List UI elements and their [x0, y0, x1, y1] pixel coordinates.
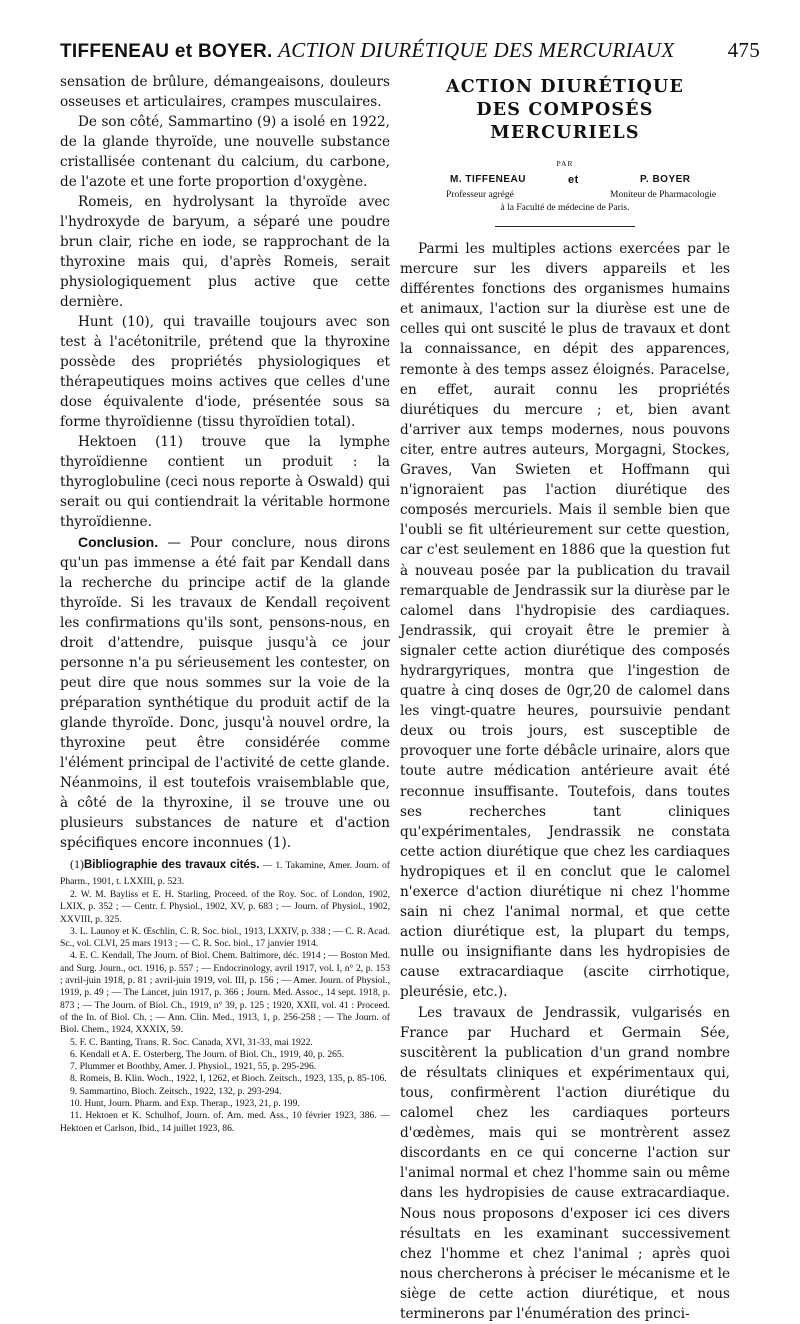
paragraph: Les travaux de Jendrassik, vulgarisés en France par Huchard et Germain Sée, suscitèrent la publication d'un grand nombre de résultats cliniques et expérimentaux qui, tous, confirmèrent l'action diurétique du calomel chez les cardiaques porteurs d'œdèmes, mais qui se montrèrent assez discordants en ce qui concerne l'action sur l'animal normal et chez l'homme sain ou même dans les hydropisies de cause extracardiaque. Nous nous proposons d'exposer ici ces divers résultats en les examinant successivement chez l'homme et chez l'animal ; après quoi nous chercherons à préciser le mécanisme et le siège de cette action diurétique, et nous terminerons par l'énumération des princi- — [400, 1004, 730, 1322]
conclusion-heading: Conclusion. — [78, 534, 159, 550]
running-head — [60, 38, 760, 64]
by-label: PAR — [556, 159, 574, 168]
institution: à la Faculté de médecine de Paris. — [500, 203, 630, 213]
author-name: M. TIFFENEAU — [450, 174, 526, 185]
left-column — [60, 72, 390, 1135]
bibliography-item: 8. Romeis, B. Klin. Woch., 1922, I, 1262, et Bioch. Zeitsch., 1923, 135, p. 85-106. — [70, 1073, 387, 1085]
bibliography-item: 9. Sammartino, Bioch. Zeitsch., 1922, 132, p. 293-294. — [70, 1085, 282, 1097]
bibliography-item: 4. E. C. Kendall, The Journ. of Biol. Chem. Baltimore, déc. 1914 ; — Boston Med. and Surg. Journ., oct. 1916, p. 557 ; — Endocrinology, avril 1917, vol. I, n° 2, p. 153 ; avril-juin 1918, p. 81 ; avril-juin 1919, vol. III, p. 156 ; — Amer. Journ. of Physiol., 1919, p. 49 ; — The Lancet, juin 1917, p. 366 ; Journ. Med. Assoc., 14 sept. 1918, p. 873 ; — The Journ. of Biol. Ch., 1919, n° 39, p. 125 ; 1920, XXII, vol. 41 : Proceed. of the In. of Biol. Ch. ; — Ann. Clin. Med., 1913, 1, p. 256-258 ; — The Journ. of Biol. Chem., 1924, XXXIX, 59. — [60, 950, 390, 1036]
author-name: P. BOYER — [640, 174, 691, 185]
author-line — [400, 174, 730, 190]
conclusion-text: — Pour conclure, nous dirons qu'un pas immense a été fait par Kendall dans la recherche du principe actif de la glande thyroïde. Si les travaux de Kendall reçoivent les confirmations qu'ils sont, pensons-nous, en droit d'attendre, puisque jusqu'à ce jour personne n'a pu sérieusement les contester, on peut dire que nous sommes sur la voie de la préparation synthétique du produit actif de la glande thyroïde. Donc, jusqu'à nouvel ordre, la thyroxine peut être considérée comme l'élément principal de l'activité de cette glande. Néanmoins, il est toutefois vraisemblable que, à côté de la thyroxine, il se trouve une ou plusieurs substances de nature et d'action spécifiques encore inconnues (1). — [60, 535, 390, 851]
article-body — [400, 239, 730, 1324]
bibliography-item: 6. Kendall et A. E. Osterberg, The Journ. of Biol. Ch., 1919, 40, p. 265. — [70, 1048, 345, 1060]
author-affiliation: Moniteur de Pharmacologie — [610, 190, 717, 200]
article-title-line: ACTION DIURÉTIQUE — [445, 77, 684, 97]
running-head-title: ACTION DIURÉTIQUE DES MERCURIAUX — [278, 38, 675, 62]
divider — [495, 226, 635, 227]
paragraph: Parmi les multiples actions exercées par le mercure sur les divers appareils et les différentes fonctions des organismes humains et animaux, l'action sur la diurèse est une de celles qui ont suscité le plus de travaux et dont la connaissance, en dépit des apparences, remonte à des temps assez éloignés. Paracelse, en effet, aurait connu les propriétés diurétiques du mercure ; et, bien avant d'arriver aux temps modernes, nous pouvons citer, entre autres auteurs, Morgagni, Stockes, Graves, Van Swieten et Hoffmann qui n'ignoraient pas l'action diurétique des composés mercuriels. Mais il semble bien que l'oubli se fit ultérieurement sur cette question, car c'est seulement en 1886 que la question fut à nouveau posée par la publication du travail remarquable de Jendrassik sur la diurèse par le calomel dans l'hydropisie des cardiaques. Jendrassik, qui croyait être le premier à signaler cette action diurétique des composés hydrargyriques, montra que l'ingestion de quatre à cinq doses de 0gr,20 de calomel dans les vingt-quatre heures, poursuivie pendant deux ou trois jours, est susceptible de provoquer une forte débâcle urinaire, alors que toute autre médication antérieure avait été reconnue insuffisante. Toutefois, dans toutes ses recherches tant cliniques qu'expérimentales, Jendrassik ne constata cette action diurétique que chez les cardiaques hydropiques et il en conclut que le calomel n'exerce d'action diurétique ni chez l'homme sain ni chez l'animal normal, et que cette action diurétique est, la plupart du temps, nulle ou insignifiante dans les hydropisies de cause extracardiaque (ascite cirrhotique, pleurésie, etc.). — [400, 241, 730, 1001]
bibliography-item: 7. Plummer et Boothby, Amer. J. Physiol., 1921, 55, p. 295-296. — [70, 1061, 317, 1073]
running-head-authors: TIFFENEAU et BOYER. — [60, 41, 273, 62]
bibliography-item: 5. F. C. Banting, Trans. R. Soc. Canada, XVI, 31-33, mai 1922. — [70, 1036, 313, 1048]
paragraph: Romeis, en hydrolysant la thyroïde avec l'hydroxyde de baryum, a séparé une poudre brun clair, riche en iode, se rapprochant de la thyroxine mais qui, d'après Romeis, serait physiologiquement plus active que cette dernière. — [60, 194, 390, 310]
paragraph: De son côté, Sammartino (9) a isolé en 1922, de la glande thyroïde, une nouvelle substance cristallisée contenant du calcium, du carbone, de l'azote et une forte proportion d'oxygène. — [60, 114, 390, 190]
author-affiliation: Professeur agrégé — [446, 190, 514, 200]
bibliography-heading-line — [60, 857, 390, 889]
bibliography-item: 2. W. M. Bayliss et E. H. Starling, Proceed. of the Roy. Soc. of London, 1902, LXIX, p. 352 ; — Centr. f. Physiol., 1902, XV, p. 683 ; — Journ. of Physiol., 1902, XXVIII, p. 325. — [60, 889, 390, 925]
bibliography-item: 11. Hektoen et K. Schulhof, Journ. of. Am. med. Ass., 10 février 1923, 386. — Hektoen et Carlson, Ibid., 14 juillet 1923, 86. — [60, 1110, 390, 1134]
bibliography-heading: Bibliographie des travaux cités. — [84, 859, 260, 871]
page-number: 475 — [727, 38, 760, 62]
footnote-marker: (1) — [70, 857, 84, 871]
author-conjunction: et — [568, 174, 579, 186]
bibliography-item: 3. L. Launoy et K. Œschlin, C. R. Soc. biol., 1913, LXXIV, p. 338 ; — C. R. Acad. Sc., vol. CLVI, 25 mars 1913 ; — C. R. Soc. biol., 17 janvier 1914. — [60, 925, 390, 950]
bibliography-item: — 1. Takamine, Amer. Journ. of Pharm., 1901, t. LXXIII, p. 523. — [60, 860, 390, 887]
paragraph: sensation de brûlure, démangeaisons, douleurs osseuses et articulaires, crampes musculaires. — [60, 74, 390, 110]
affiliation-line — [400, 190, 730, 202]
article-title — [400, 76, 730, 145]
conclusion-paragraph — [60, 532, 390, 853]
paragraph: Hunt (10), qui travaille toujours avec son test à l'acétonitrile, prétend que la thyroxine possède des propriétés physiologiques et thérapeutiques moins actives que celles d'une dose équivalente d'iode, présentée sous sa forme thyroïdienne (tissu thyroïdien total). — [60, 314, 390, 430]
right-column — [400, 76, 730, 1324]
paragraph: Hektoen (11) trouve que la lymphe thyroïdienne contient un produit : la thyroglobuline (ceci nous reporte à Oswald) qui serait ou qui contiendrait la véritable hormone thyroïdienne. — [60, 434, 390, 530]
bibliography — [60, 857, 390, 1135]
bibliography-item: 10. Hunt, Journ. Pharm. and Exp. Therap., 1923, 21, p. 199. — [70, 1098, 300, 1110]
article-title-line: DES COMPOSÉS MERCURIELS — [476, 100, 654, 143]
